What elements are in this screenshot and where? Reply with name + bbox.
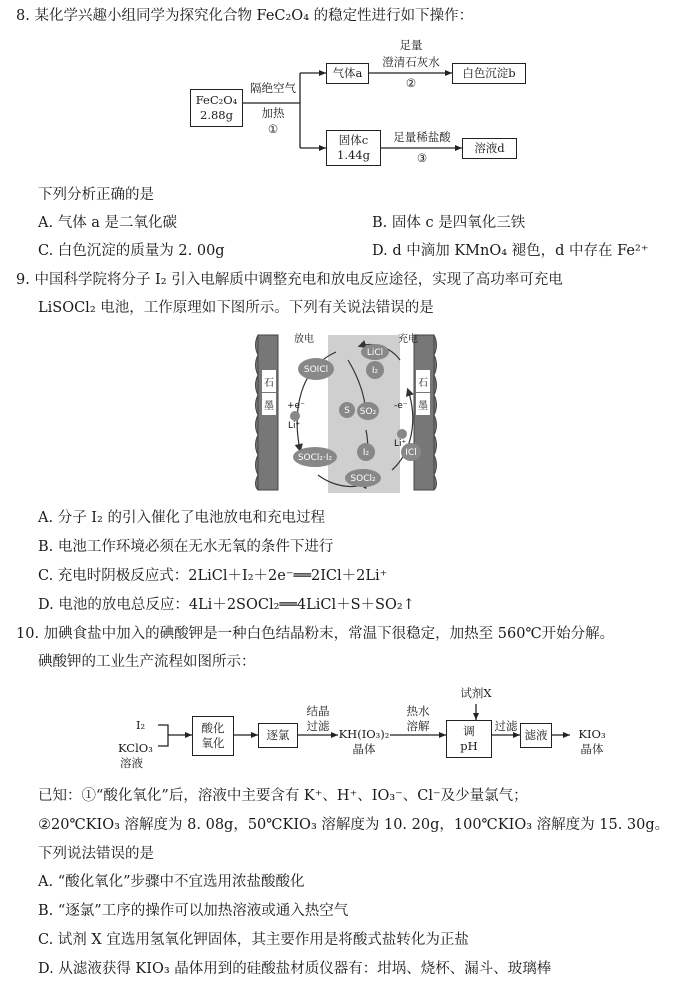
input-solution: 溶液 bbox=[120, 756, 143, 770]
charge-label: 充电 bbox=[398, 334, 418, 345]
s-label: S bbox=[344, 406, 350, 416]
step-filter-1: 过滤 bbox=[306, 719, 330, 733]
q9-stem-line1: 9. 中国科学院将分子 I₂ 引入电解质中调整充电和放电反应途径，实现了高功率可充电 bbox=[16, 272, 563, 288]
discharge-label: 放电 bbox=[294, 334, 314, 345]
step3-number: ③ bbox=[416, 151, 428, 165]
step1-number: ① bbox=[267, 122, 279, 136]
start-mass: 2.88g bbox=[200, 108, 233, 122]
q9-option-a: A. 分子 I₂ 的引入催化了电池放电和充电过程 bbox=[38, 510, 325, 526]
output-kio3: KIO₃ bbox=[578, 727, 606, 741]
socl2-label: SOCl₂ bbox=[350, 474, 376, 484]
plus-e-label: +e⁻ bbox=[287, 401, 305, 411]
q8-option-c: C. 白色沉淀的质量为 2. 00g bbox=[38, 243, 225, 259]
product-crystal-1: 晶体 bbox=[352, 742, 376, 756]
q9-option-b: B. 电池工作环境必须在无水无氧的条件下进行 bbox=[38, 539, 334, 555]
step3-label-top: 足量稀盐酸 bbox=[393, 130, 451, 144]
adjust-ph-box: 调 pH bbox=[446, 720, 492, 758]
so2-label: SO₂ bbox=[359, 407, 377, 417]
minus-e-label: -e⁻ bbox=[394, 401, 408, 411]
left-electrode-label-1: 石 bbox=[264, 378, 274, 389]
step-filter-2: 过滤 bbox=[494, 719, 518, 733]
step2-label-mid: 澄清石灰水 bbox=[382, 55, 440, 69]
i2-bottom-label: I₂ bbox=[362, 448, 370, 458]
q9-option-d: D. 电池的放电总反应：4Li＋2SOCl₂══4LiCl＋S＋SO₂↑ bbox=[38, 597, 415, 613]
dechlorinate-box: 逐氯 bbox=[258, 723, 298, 748]
q10-stem-line1: 10. 加碘食盐中加入的碘酸钾是一种白色结晶粉末，常温下很稳定，加热至 560℃开始分解。 bbox=[16, 626, 615, 642]
q10-stem-line2: 碘酸钾的工业生产流程如图所示： bbox=[38, 654, 256, 670]
li-right-label: Li⁺ bbox=[394, 439, 407, 449]
q10-known-2: ②20℃KIO₃ 溶解度为 8. 08g，50℃KIO₃ 溶解度为 10. 20g，100℃KIO₃ 溶解度为 15. 30g。 bbox=[38, 817, 670, 833]
q9-stem-line2: LiSOCl₂ 电池，工作原理如下图所示。下列有关说法错误的是 bbox=[38, 300, 434, 316]
output-crystal: 晶体 bbox=[580, 742, 604, 756]
q8-stem: 8. 某化学兴趣小组同学为探究化合物 FeC₂O₄ 的稳定性进行如下操作： bbox=[16, 8, 474, 24]
step-hot-water: 热水 bbox=[406, 704, 430, 718]
q10-option-d: D. 从滤液获得 KIO₃ 晶体用到的硅酸盐材质仪器有：坩埚、烧杯、漏斗、玻璃棒 bbox=[38, 961, 552, 977]
product-khio3: KH(IO₃)₂ bbox=[338, 727, 390, 741]
right-electrode-label-1: 石 bbox=[418, 378, 428, 389]
socl2-i2-label: SOCl₂·I₂ bbox=[297, 453, 333, 463]
reagent-x: 试剂X bbox=[460, 686, 492, 700]
gas-a-box: 气体a bbox=[326, 63, 369, 84]
start-formula: FeC₂O₄ bbox=[195, 93, 238, 107]
step-dissolve: 溶解 bbox=[406, 719, 430, 733]
step1-label-mid: 加热 bbox=[261, 106, 285, 120]
q10-known-1: 已知：①“酸化氧化”后，溶液中主要含有 K⁺、H⁺、IO₃⁻、Cl⁻及少量氯气； bbox=[38, 788, 528, 804]
step-crystallize: 结晶 bbox=[306, 704, 330, 718]
solid-c-box: 固体c 1.44g bbox=[326, 130, 381, 166]
q8-prompt: 下列分析正确的是 bbox=[38, 187, 154, 203]
filtrate-box: 滤液 bbox=[520, 723, 552, 748]
step2-number: ② bbox=[405, 76, 417, 90]
li-left-label: Li⁺ bbox=[288, 421, 301, 431]
step1-label-top: 隔绝空气 bbox=[250, 81, 296, 95]
q8-option-a: A. 气体 a 是二氧化碳 bbox=[38, 215, 178, 231]
licl-label: LiCl bbox=[366, 348, 384, 358]
acidify-oxidize-box: 酸化 氧化 bbox=[192, 716, 234, 756]
q8-option-b: B. 固体 c 是四氧化三铁 bbox=[372, 215, 526, 231]
q10-prompt: 下列说法错误的是 bbox=[38, 846, 154, 862]
q10-option-c: C. 试剂 X 宜选用氢氧化钾固体，其主要作用是将酸式盐转化为正盐 bbox=[38, 932, 469, 948]
input-i2: I₂ bbox=[136, 718, 146, 732]
i2-top-label: I₂ bbox=[371, 366, 379, 376]
solution-d-box: 溶液d bbox=[462, 138, 517, 159]
icl-label: ICl bbox=[405, 448, 417, 458]
q10-option-b: B. “逐氯”工序的操作可以加热溶液或通入热空气 bbox=[38, 903, 349, 919]
left-electrode-label-2: 墨 bbox=[264, 401, 274, 412]
q10-option-a: A. “酸化氧化”步骤中不宜选用浓盐酸酸化 bbox=[38, 874, 305, 890]
input-kclo3: KClO₃ bbox=[118, 741, 153, 755]
q9-option-c: C. 充电时阴极反应式：2LiCl＋I₂＋2e⁻══2ICl＋2Li⁺ bbox=[38, 568, 388, 584]
right-electrode-label-2: 墨 bbox=[418, 401, 428, 412]
q8-option-d: D. d 中滴加 KMnO₄ 褪色，d 中存在 Fe²⁺ bbox=[372, 243, 649, 259]
soicl-label: SOICl bbox=[303, 365, 329, 375]
step2-label-top: 足量 bbox=[399, 38, 423, 52]
precip-b-box: 白色沉淀b bbox=[452, 63, 526, 84]
